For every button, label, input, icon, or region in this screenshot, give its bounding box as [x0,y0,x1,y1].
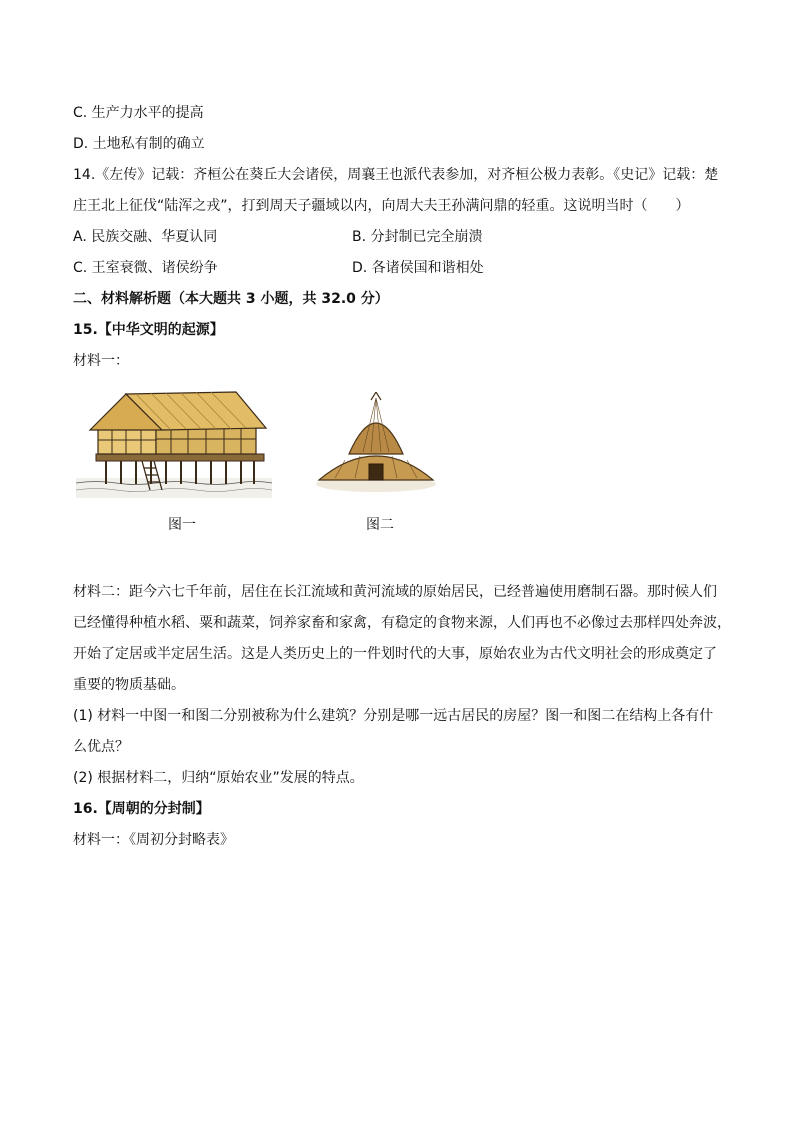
q14-stem-line2: 庄王北上征伐“陆浑之戎”，打到周天子疆域以内，向周大夫王孙满问鼎的轻重。这说明当时（ ） [73,198,690,214]
q16-material1-label: 材料一：《周初分封略表》 [73,832,234,848]
q14-stem-line1: 14.《左传》记载：齐桓公在葵丘大会诸侯，周襄王也派代表参加，对齐桓公极力表彰。《史记》记载：楚 [73,167,719,183]
section-2-heading: 二、材料解析题（本大题共 3 小题，共 32.0 分） [73,291,389,307]
semi-subterranean-hut-illustration [315,392,437,494]
q15-material2-line4: 重要的物质基础。 [73,677,185,693]
q15-title: 15.【中华文明的起源】 [73,322,224,338]
q13-option-d: D. 土地私有制的确立 [73,136,205,152]
q14-option-c: C. 王室衰微、诸侯纷争 [73,260,218,276]
q14-option-d: D. 各诸侯国和谐相处 [352,260,484,276]
q15-material2-line3: 开始了定居或半定居生活。这是人类历史上的一件划时代的大事，原始农业为古代文明社会的形成奠定了 [73,646,717,662]
q15-subquestion-1-line1: (1) 材料一中图一和图二分别被称为什么建筑？分别是哪一远古居民的房屋？图一和图二在结构上各有什 [73,708,714,724]
figure-1-caption: 图一 [168,517,196,533]
q15-material2-line2: 已经懂得种植水稻、粟和蔬菜，饲养家畜和家禽，有稳定的食物来源，人们再也不必像过去那样四处奔波， [73,615,731,631]
figure-2-caption: 图二 [366,517,394,533]
q15-subquestion-1-line2: 么优点？ [73,739,129,755]
q13-option-c: C. 生产力水平的提高 [73,105,204,121]
q15-material2-line1: 材料二：距今六七千年前，居住在长江流域和黄河流域的原始居民，已经普遍使用磨制石器。那时候人们 [73,584,717,600]
q15-subquestion-2: (2) 根据材料二，归纳“原始农业”发展的特点。 [73,770,364,786]
q15-material1-label: 材料一： [73,353,129,369]
q14-option-a: A. 民族交融、华夏认同 [73,229,218,245]
q14-option-b: B. 分封制已完全崩溃 [352,229,483,245]
q16-title: 16.【周朝的分封制】 [73,801,210,817]
stilt-house-illustration [76,388,272,498]
